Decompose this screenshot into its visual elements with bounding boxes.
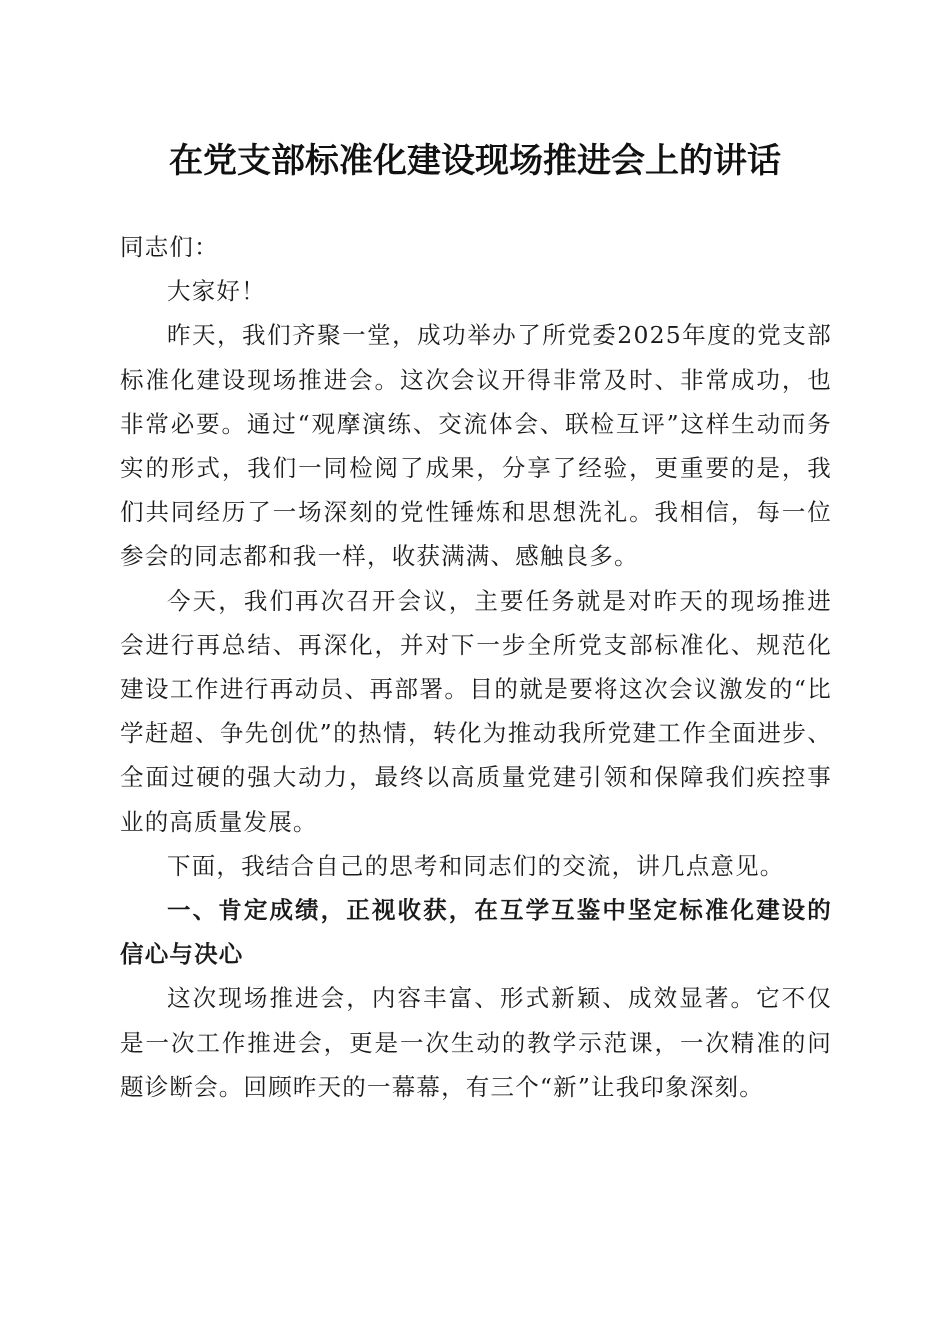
salutation: 同志们： [120,233,219,261]
document-body [120,225,832,1109]
greeting: 大家好！ [167,277,266,306]
section-heading: 一、肯定成绩，正视收获，在互学互鉴中坚定标准化建设的信心与决心 [120,896,832,969]
section-paragraph: 这次现场推进会，内容丰富、形式新颖、成效显著。它不仅是一次工作推进会，更是一次生动的教学示范课，一次精准的问题诊断会。回顾昨天的一幕幕，有三个“新”让我印象深刻。 [120,984,832,1101]
document-title: 在党支部标准化建设现场推进会上的讲话 [169,141,781,181]
paragraph: 今天，我们再次召开会议，主要任务就是对昨天的现场推进会进行再总结、再深化，并对下一步全所党支部标准化、规范化建设工作进行再动员、再部署。目的就是要将这次会议激发的“比学赶超、争先创优”的热情，转化为推动我所党建工作全面进步、全面过硬的强大动力，最终以高质量党建引领和保障我们疾控事业的高质量发展。 [120,586,832,836]
paragraph: 昨天，我们齐聚一堂，成功举办了所党委2025年度的党支部标准化建设现场推进会。这次会议开得非常及时、非常成功，也非常必要。通过“观摩演练、交流体会、联检互评”这样生动而务实的形式，我们一同检阅了成果，分享了经验，更重要的是，我们共同经历了一场深刻的党性锤炼和思想洗礼。我相信，每一位参会的同志都和我一样，收获满满、感触良多。 [120,321,832,571]
paragraph: 下面，我结合自己的思考和同志们的交流，讲几点意见。 [167,851,785,880]
